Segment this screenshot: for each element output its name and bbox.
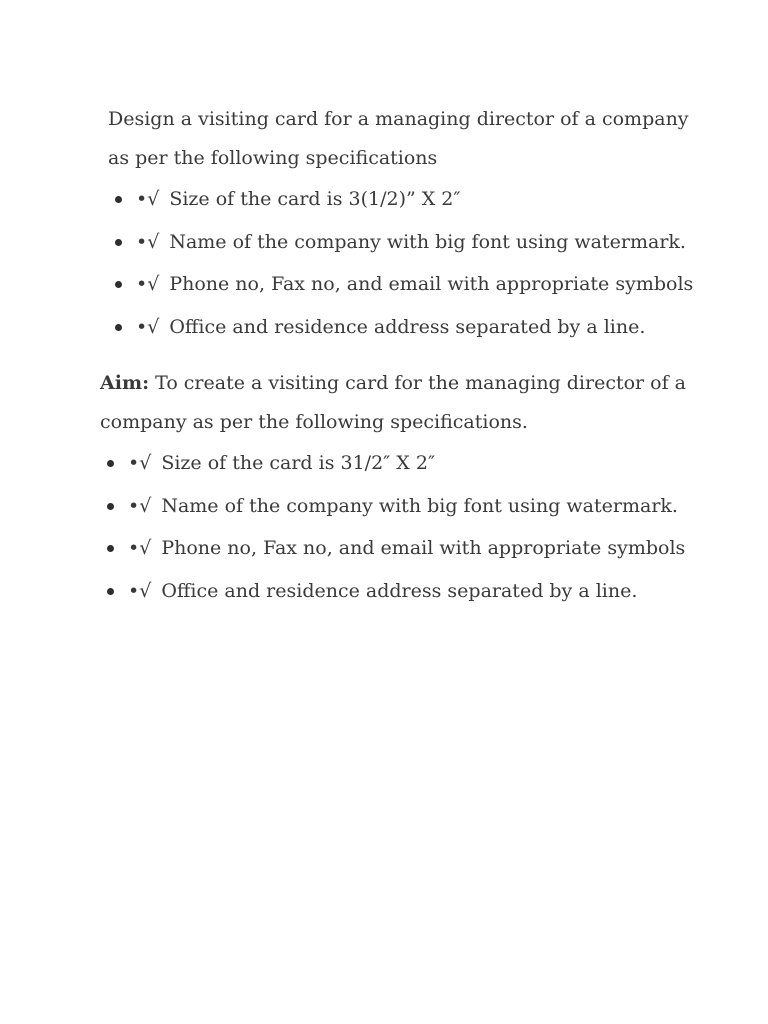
- list-item: [108, 306, 728, 349]
- check-mark-icon: •√: [136, 188, 160, 210]
- list-item-text: Name of the company with big font using watermark.: [169, 230, 686, 253]
- check-mark-icon: •√: [128, 579, 152, 602]
- list-item-text: Phone no, Fax no, and email with appropriate symbols: [161, 537, 686, 559]
- check-mark-icon: •√: [136, 273, 160, 295]
- list-item-text: Phone no, Fax no, and email with appropriate symbols: [169, 273, 694, 295]
- aim-text-1: To create a visiting card for the managing director of a: [149, 372, 686, 394]
- aim-line-1: [100, 364, 740, 403]
- check-mark-icon: •√: [136, 315, 160, 338]
- intro-section: [108, 100, 728, 348]
- list-item: [100, 570, 740, 613]
- list-item-text: Office and residence address separated by a line.: [169, 315, 646, 338]
- bullet-dot-icon: [107, 503, 114, 510]
- list-item-text: Size of the card is 31/2″ X 2″: [161, 452, 436, 474]
- bullet-dot-icon: [107, 545, 114, 552]
- check-mark-icon: •√: [128, 537, 152, 559]
- intro-line-2: as per the following specifications: [108, 147, 438, 169]
- spec-list-1: [108, 178, 728, 348]
- spec-list-2: [100, 442, 740, 612]
- list-item-text: Size of the card is 3(1/2)” X 2″: [169, 188, 461, 210]
- intro-line-1: Design a visiting card for a managing director of a company: [108, 108, 689, 130]
- aim-label: Aim:: [100, 372, 150, 394]
- check-mark-icon: •√: [128, 494, 152, 517]
- aim-section: [100, 364, 740, 612]
- list-item: [108, 221, 728, 264]
- bullet-dot-icon: [115, 324, 122, 331]
- list-item: [100, 527, 740, 570]
- list-item: [100, 485, 740, 528]
- bullet-dot-icon: [115, 281, 122, 288]
- check-mark-icon: •√: [136, 230, 160, 253]
- list-item: [108, 178, 728, 221]
- bullet-dot-icon: [115, 239, 122, 246]
- check-mark-icon: •√: [128, 452, 152, 474]
- bullet-dot-icon: [107, 460, 114, 467]
- list-item: [108, 263, 728, 306]
- aim-line-2: company as per the following specifications.: [100, 411, 528, 433]
- bullet-dot-icon: [115, 196, 122, 203]
- bullet-dot-icon: [107, 588, 114, 595]
- list-item-text: Name of the company with big font using watermark.: [161, 494, 678, 517]
- list-item: [100, 442, 740, 485]
- list-item-text: Office and residence address separated by a line.: [161, 579, 638, 602]
